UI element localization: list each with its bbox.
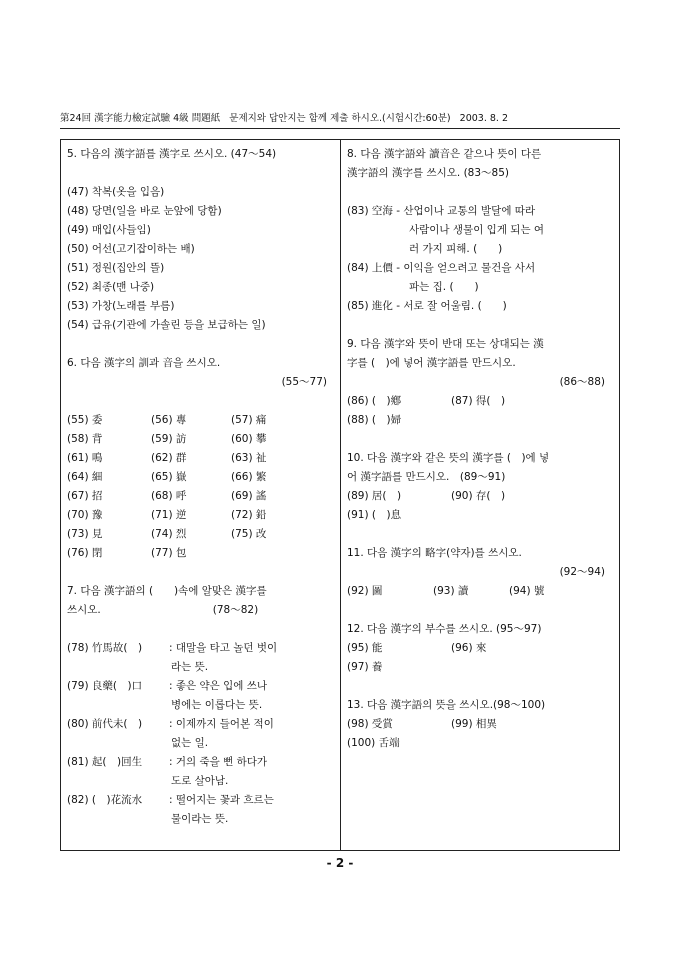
q62: (62) 群 [151,452,187,464]
q93: (93) 讀 [433,585,469,597]
q81-meaning: : 거의 죽을 뻔 하다가 [169,756,268,768]
sec6-row [67,430,337,449]
sec7-range: (78～82) [212,604,259,616]
sec8-title-cont: 漢字語의 漢字를 쓰시오. (83～85) [347,167,509,179]
q78-meaning-cont: 라는 뜻. [171,661,209,673]
sec5-title: 5. 다음의 漢字語를 漢字로 쓰시오. (47～54) [67,148,277,160]
q56: (56) 專 [151,414,187,426]
sec13-row [347,715,615,734]
q48: (48) 당면(일을 바로 눈앞에 당함) [67,205,222,217]
q83-cont: 사람이나 생물이 입게 되는 여 [409,224,545,236]
q99: (99) 相異 [451,718,497,730]
sec6-row [67,468,337,487]
q80-idiom: (80) 前代未( ) [67,718,143,730]
q83-cont2: 러 가지 피해. ( ) [409,243,503,255]
sec10-title-cont: 어 漢字語를 만드시오. (89～91) [347,471,506,483]
q82 [67,791,337,810]
sec12-title: 12. 다음 漢字의 부수를 쓰시오. (95～97) [347,623,542,635]
q79 [67,677,337,696]
q75: (75) 改 [231,528,267,540]
q67: (67) 招 [67,490,103,502]
q90: (90) 存( ) [451,490,506,502]
q82-meaning: : 떨어지는 꽃과 흐르는 [169,794,274,806]
page-number: - 2 - [326,856,354,870]
right-column [347,145,615,753]
exam-title: 第24回 漢字能力檢定試驗 4級 問題紙 [60,113,221,124]
q91: (91) ( )息 [347,509,402,521]
exam-instruction: 문제지와 답안지는 함께 제출 하시오.(시험시간:60분) [229,113,451,124]
q100: (100) 舌端 [347,737,400,749]
sec6-row [67,449,337,468]
q50: (50) 어선(고기잡이하는 배) [67,243,195,255]
q79-idiom: (79) 良藥( )口 [67,680,143,692]
sec12-row [347,639,615,658]
q94: (94) 號 [509,585,545,597]
q78 [67,639,337,658]
q95: (95) 能 [347,642,383,654]
q80-meaning: : 이제까지 들어본 적이 [169,718,274,730]
q72: (72) 鉛 [231,509,267,521]
q58: (58) 背 [67,433,103,445]
q54: (54) 급유(기관에 가솔린 등을 보급하는 일) [67,319,266,331]
q77: (77) 包 [151,547,187,559]
q81-idiom: (81) 起( )回生 [67,756,143,768]
q83: (83) 空海 - 산업이나 교통의 발달에 따라 [347,205,536,217]
q52: (52) 최종(맨 나중) [67,281,155,293]
q60: (60) 攀 [231,433,267,445]
sec13-title: 13. 다음 漢字語의 뜻을 쓰시오.(98～100) [347,699,546,711]
q98: (98) 受賞 [347,718,393,730]
q84-cont: 파는 집. ( ) [409,281,479,293]
sec11-title: 11. 다음 漢字의 略字(약자)를 쓰시오. [347,547,522,559]
q82-meaning-cont: 물이라는 뜻. [171,813,229,825]
sec10-title: 10. 다음 漢字와 같은 뜻의 漢字를 ( )에 넣 [347,452,550,464]
question-frame [60,139,620,851]
exam-date: 2003. 8. 2 [459,113,509,124]
q79-meaning-cont: 병에는 이롭다는 뜻. [171,699,263,711]
sec11-row [347,582,615,601]
sec9-title-cont: 字를 ( )에 넣어 漢字語를 만드시오. [347,357,516,369]
q63: (63) 祉 [231,452,267,464]
q80 [67,715,337,734]
q88: (88) ( )婦 [347,414,402,426]
q76: (76) 閉 [67,547,103,559]
q80-meaning-cont: 없는 일. [171,737,209,749]
q53: (53) 가창(노래를 부름) [67,300,175,312]
q69: (69) 謠 [231,490,267,502]
q61: (61) 鳴 [67,452,103,464]
q89: (89) 居( ) [347,490,402,502]
q49: (49) 매입(사들임) [67,224,151,236]
q65: (65) 嶽 [151,471,187,483]
sec7-title: 7. 다음 漢字語의 ( )속에 알맞은 漢字를 [67,585,267,597]
sec7-title-line2 [67,601,337,620]
left-column [67,145,337,829]
q81-meaning-cont: 도로 살아남. [171,775,229,787]
q86: (86) ( )鄕 [347,395,402,407]
q47: (47) 착복(옷을 입음) [67,186,165,198]
q81 [67,753,337,772]
q70: (70) 豫 [67,509,103,521]
sec6-range: (55～77) [281,376,327,388]
sec6-row [67,525,337,544]
q79-meaning: : 좋은 약은 입에 쓰나 [169,680,268,692]
sec6-title: 6. 다음 漢字의 訓과 音을 쓰시오. [67,357,221,369]
column-divider [340,140,341,850]
sec11-range: (92～94) [559,566,605,578]
header-rule [60,128,620,129]
q51: (51) 정원(집안의 뜰) [67,262,165,274]
q57: (57) 痛 [231,414,267,426]
q97: (97) 養 [347,661,383,673]
q74: (74) 烈 [151,528,187,540]
sec9-row [347,392,615,411]
q64: (64) 細 [67,471,103,483]
sec9-title: 9. 다음 漢字와 뜻이 반대 또는 상대되는 漢 [347,338,544,350]
q71: (71) 逆 [151,509,187,521]
q82-idiom: (82) ( )花流水 [67,794,143,806]
sec6-row [67,487,337,506]
sec10-row [347,487,615,506]
sec6-row [67,411,337,430]
q59: (59) 訪 [151,433,187,445]
q96: (96) 來 [451,642,487,654]
sec8-title: 8. 다음 漢字語와 讀音은 같으나 뜻이 다른 [347,148,542,160]
q84: (84) 上價 - 이익을 얻으려고 물건을 사서 [347,262,536,274]
q92: (92) 圖 [347,585,383,597]
sec7-title-cont: 쓰시오. [67,604,101,616]
q66: (66) 繁 [231,471,267,483]
exam-header [60,110,620,124]
q78-meaning: : 대말을 타고 놀던 벗이 [169,642,278,654]
q68: (68) 呼 [151,490,187,502]
q73: (73) 見 [67,528,103,540]
sec9-range: (86～88) [559,376,605,388]
sec6-row [67,544,337,563]
q85: (85) 進化 - 서로 잘 어울림. ( ) [347,300,507,312]
sec6-row [67,506,337,525]
q78-idiom: (78) 竹馬故( ) [67,642,143,654]
q87: (87) 得( ) [451,395,506,407]
q55: (55) 委 [67,414,103,426]
